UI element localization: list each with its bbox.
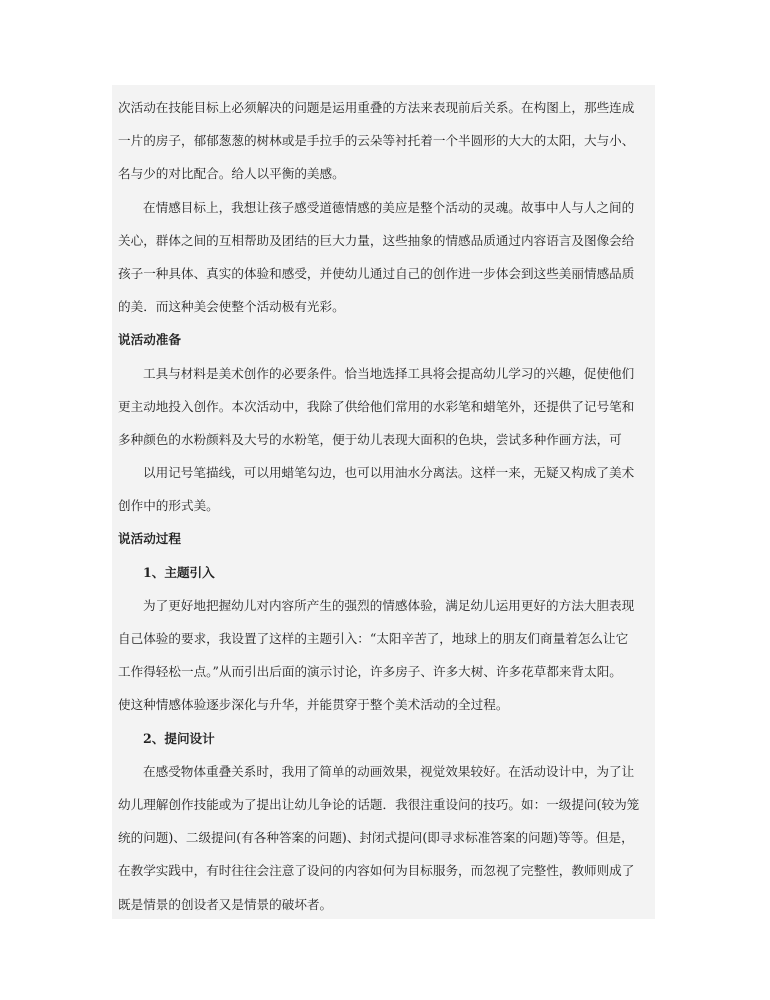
- paragraph-line: 一片的房子，郁郁葱葱的树林或是手拉手的云朵等衬托着一个半圆形的大大的太阳，大与小、: [118, 133, 635, 149]
- subsection-heading: 2、提问设计: [143, 730, 215, 746]
- paragraph-line: 次活动在技能目标上必须解决的问题是运用重叠的方法来表现前后关系。在构图上，那些连成: [118, 100, 635, 115]
- paragraph-first-line: 以用记号笔描线，可以用蜡笔勾边，也可以用油水分离法。这样一来，无疑又构成了美术: [143, 465, 635, 481]
- section-heading: 说活动过程: [118, 531, 181, 547]
- paragraph-line: 关心，群体之间的互相帮助及团结的巨大力量，这些抽象的情感品质通过内容语言及图像会给: [118, 232, 635, 248]
- paragraph-line: 使这种情感体验逐步深化与升华，并能贯穿于整个美术活动的全过程。: [118, 697, 509, 713]
- paragraph-line: 自己体验的要求，我设置了这样的主题引入：“太阳辛苦了，地球上的朋友们商量着怎么让它: [118, 631, 629, 646]
- paragraph-line: 在教学实践中，有时往往会注意了设问的内容如何为目标服务，而忽视了完整性，教师则成了: [118, 863, 635, 879]
- paragraph-first-line: 在情感目标上，我想让孩子感受道德情感的美应是整个活动的灵魂。故事中人与人之间的: [143, 199, 635, 215]
- paragraph-line: 名与少的对比配合。给人以平衡的美感。: [118, 166, 345, 182]
- paragraph-line: 孩子一种具体、真实的体验和感受，并使幼儿通过自己的创作进一步体会到这些美丽情感品质: [118, 265, 635, 281]
- paragraph-line: 幼儿理解创作技能或为了提出让幼儿争论的话题．我很注重设问的技巧。如：一级提问(较为笼: [118, 796, 640, 812]
- paragraph-line: 工作得轻松一点。”从而引出后面的演示讨论，许多房子、许多大树、许多花草都来背太阳。: [118, 664, 622, 680]
- paragraph-line: 统的问题)、二级提问(有各种答案的问题)、封闭式提问(即寻求标准答案的问题)等等。但是，: [118, 830, 634, 846]
- paragraph-line: 更主动地投入创作。本次活动中，我除了供给他们常用的水彩笔和蜡笔外，还提供了记号笔和: [118, 398, 635, 414]
- section-heading: 说活动准备: [118, 332, 181, 348]
- paragraph-first-line: 工具与材料是美术创作的必要条件。恰当地选择工具将会提高幼儿学习的兴趣，促使他们: [143, 365, 635, 381]
- paragraph-line: 的美．而这种美会使整个活动极有光彩。: [118, 299, 345, 315]
- paragraph-first-line: 为了更好地把握幼儿对内容所产生的强烈的情感体验，满足幼儿运用更好的方法大胆表现: [143, 597, 635, 613]
- paragraph-line: 多种颜色的水粉颜料及大号的水粉笔，便于幼儿表现大面积的色块，尝试多种作画方法，可: [118, 431, 622, 447]
- paragraph-first-line: 在感受物体重叠关系时，我用了简单的动画效果，视觉效果较好。在活动设计中，为了让: [143, 763, 635, 779]
- paragraph-line: 创作中的形式美。: [118, 498, 219, 514]
- subsection-heading: 1、主题引入: [143, 564, 215, 580]
- paragraph-line: 既是情景的创设者又是情景的破坏者。: [118, 896, 333, 912]
- document-body: [118, 91, 658, 921]
